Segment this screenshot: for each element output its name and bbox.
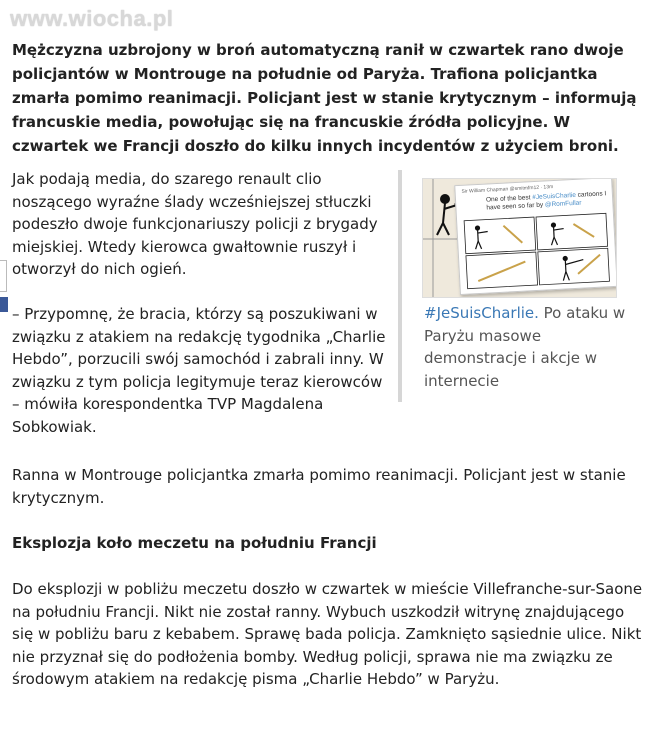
article-paragraph-3: Ranna w Montrouge policjantka zmarła pomimo reanimacji. Policjant jest w stanie krytycznym. — [12, 466, 626, 507]
facebook-share-icon[interactable] — [0, 297, 8, 312]
related-sidebar — [398, 170, 646, 402]
tweet-author: Sir William Chapman @smitmfm12 · 13m — [461, 184, 554, 195]
related-image[interactable] — [422, 178, 617, 298]
caption-hashtag-link[interactable]: #JeSuisCharlie. — [424, 304, 539, 322]
article-lead: Mężczyzna uzbrojony w broń automatyczną ranił w czwartek rano dwoje policjantów w Montrouge na południe od Paryża. Trafiona policjantka zmarła pomimo reanimacji. Policjant jest w stanie krytycznym – informują francuskie media, powołując się na francuskie źródła policyjne. W czwartek we Francji doszło do kilku innych incydentów z użyciem broni. — [12, 41, 637, 155]
edge-share-widget[interactable] — [0, 260, 7, 292]
caption-text: Po ataku w Paryżu masowe demonstracje i akcje w internecie — [424, 304, 626, 390]
section-heading: Eksplozja koło meczetu na południu Francji — [12, 534, 377, 552]
comic-panels-icon — [463, 212, 610, 289]
article-paragraph-1: Jak podają media, do szarego renault clio noszącego wyraźne ślady wcześniejszej stłuczki podeszło dwoje funkcjonariuszy policji z brygady miejskiej. Wtedy kierowca gwałtownie ruszył i otworzył do nich ogień. — [12, 170, 378, 278]
related-caption[interactable] — [424, 302, 636, 392]
watermark-logo: www.wiocha.pl — [10, 6, 174, 31]
article-paragraph-4: Do eksplozji w pobliżu meczetu doszło w czwartek w mieście Villefranche-sur-Saone na południu Francji. Nikt nie został ranny. Wybuch uszkodził witrynę znajdującego się w pobliżu baru z kebabem. Sprawę bada policja. Zamknięto sąsiednie ulice. Nikt nie przyznał się do podłożenia bomby. Według policji, sprawa nie ma związku ze środowym atakiem na redakcję pisma „Charlie Hebdo” w Paryżu. — [12, 580, 643, 688]
article-paragraph-2: – Przypomnę, że bracia, którzy są poszukiwani w związku z atakiem na redakcję tygodnika „Charlie Hebdo”, porzucili swój samochód i zabrali inny. W związku z tym policja legitymuje teraz kierowców – mówiła korespondentka TVP Magdalena Sobkowiak. — [12, 305, 386, 436]
tweet-text: One of the best #JeSuisCharlie cartoons I have seen so far by @RomFullar — [485, 190, 607, 212]
tweet-card — [454, 178, 617, 295]
